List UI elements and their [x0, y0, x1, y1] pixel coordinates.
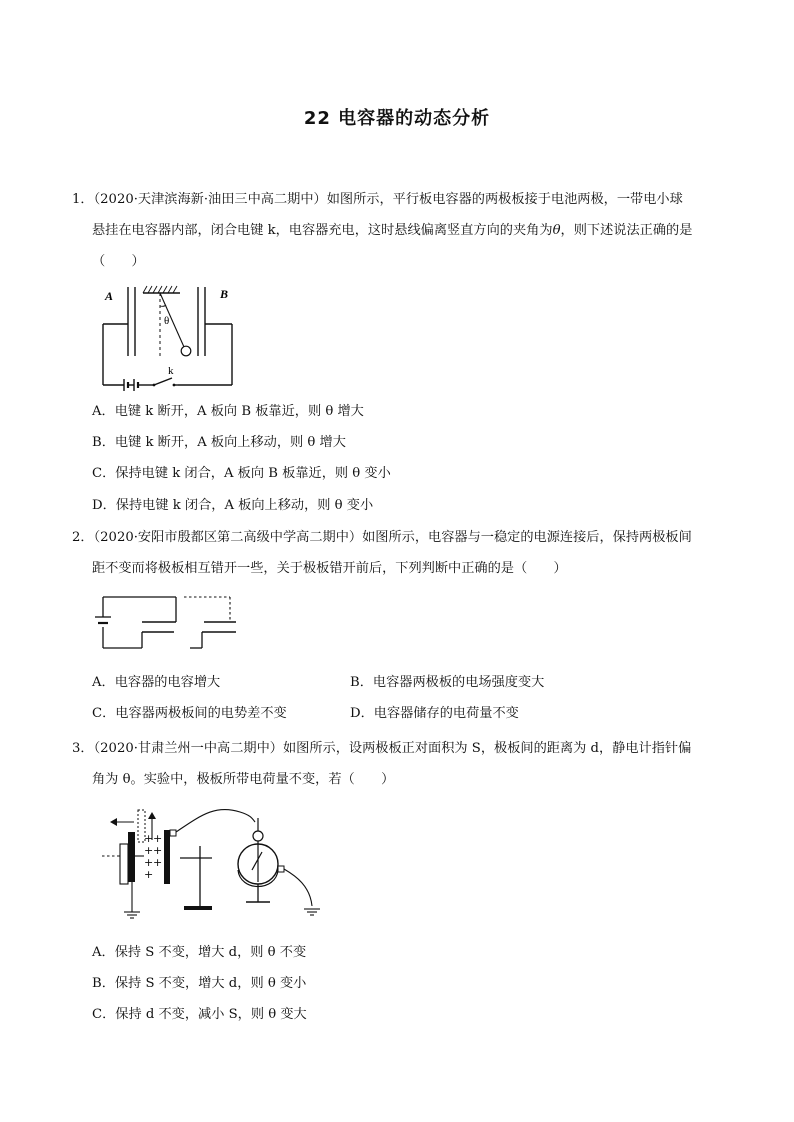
option-text: 保持 S 不变，增大 d，则 θ 变小: [114, 976, 307, 991]
option-text: 电容器两极板间的电势差不变: [115, 706, 287, 721]
circuit-diagram: [94, 592, 244, 656]
question-number: 1．: [72, 192, 94, 207]
question-3: [72, 733, 732, 795]
option-text: 电容器储存的电荷量不变: [373, 706, 519, 721]
question-stem: 如图所示，平行板电容器的两极板接于电池两极，一带电小球: [326, 192, 683, 207]
option-label: D．: [92, 498, 116, 513]
figure-3-electrometer: [100, 806, 325, 922]
option-label: A．: [92, 675, 115, 690]
question-stem: 角为 θ。实验中，极板所带电荷量不变，若（ ）: [92, 772, 395, 787]
option-c[interactable]: [92, 704, 287, 724]
page-title: 22 电容器的动态分析: [303, 108, 491, 129]
question-stem: ，则下述说法正确的是: [560, 223, 693, 238]
question-stem: 悬挂在电容器内部，闭合电键 k，电容器充电，这时悬线偏离竖直方向的夹角为: [92, 223, 553, 238]
option-label: B．: [92, 435, 115, 450]
question-source: （2020·天津滨海新·油田三中高二期中）: [93, 192, 327, 207]
circuit-diagram: [98, 284, 240, 392]
question-stem: 距不变而将极板相互错开一些，关于极板错开前后，下列判断中正确的是（ ）: [92, 561, 567, 576]
option-label: C．: [92, 706, 116, 721]
option-text: 电键 k 断开，A 板向上移动，则 θ 增大: [114, 435, 346, 450]
option-label: B．: [350, 675, 373, 690]
question-stem: 如图所示，设两极板正对面积为 S，极板间的距离为 d，静电计指针偏: [282, 741, 692, 756]
question-2: [72, 522, 732, 584]
option-c[interactable]: [92, 1005, 307, 1025]
option-label: D．: [350, 706, 374, 721]
question-stem: 如图所示，电容器与一稳定的电源连接后，保持两极板间: [362, 530, 692, 545]
option-text: 电容器的电容增大: [114, 675, 221, 690]
theta-label: θ: [164, 315, 170, 327]
option-label: A．: [92, 945, 115, 960]
question-source: （2020·安阳市殷都区第二高级中学高二期中）: [93, 530, 363, 545]
option-d[interactable]: [350, 704, 519, 724]
option-label: A．: [92, 404, 115, 419]
option-a[interactable]: [92, 943, 306, 963]
figure-2-shifted-capacitor: [94, 592, 244, 656]
variable-theta: θ: [552, 223, 561, 238]
option-label: B．: [92, 976, 115, 991]
plate-b-label: B: [220, 287, 229, 301]
option-a[interactable]: [92, 673, 220, 693]
option-label: C．: [92, 466, 116, 481]
electrometer-diagram: [100, 806, 325, 922]
figure-1-pendulum-capacitor: [98, 284, 240, 392]
option-b[interactable]: [92, 974, 306, 994]
svg-text:+: +: [153, 832, 163, 845]
svg-text:+: +: [144, 844, 154, 857]
svg-text:+: +: [153, 856, 163, 869]
option-label: C．: [92, 1007, 116, 1022]
option-b[interactable]: [92, 433, 346, 453]
svg-text:+: +: [144, 832, 154, 845]
option-d[interactable]: [92, 496, 373, 516]
svg-text:+: +: [144, 856, 154, 869]
option-a[interactable]: [92, 402, 364, 422]
question-number: 2．: [72, 530, 94, 545]
plate-a-label: A: [105, 289, 114, 303]
svg-text:+: +: [144, 868, 154, 881]
option-text: 电容器两极板的电场强度变大: [372, 675, 545, 690]
question-source: （2020·甘肃兰州一中高二期中）: [93, 741, 283, 756]
option-text: 保持电键 k 闭合，A 板向 B 板靠近，则 θ 变小: [115, 466, 391, 481]
option-c[interactable]: [92, 464, 391, 484]
option-text: 保持 S 不变，增大 d，则 θ 不变: [114, 945, 307, 960]
question-number: 3．: [72, 741, 94, 756]
option-text: 保持电键 k 闭合，A 板向上移动，则 θ 变小: [115, 498, 374, 513]
svg-text:+: +: [153, 844, 163, 857]
switch-k-label: k: [168, 365, 174, 377]
answer-bracket: （ ）: [92, 254, 145, 269]
question-1: [72, 184, 732, 277]
option-text: 电键 k 断开，A 板向 B 板靠近，则 θ 增大: [114, 404, 364, 419]
option-b[interactable]: [350, 673, 544, 693]
option-text: 保持 d 不变，减小 S，则 θ 变大: [115, 1007, 307, 1022]
